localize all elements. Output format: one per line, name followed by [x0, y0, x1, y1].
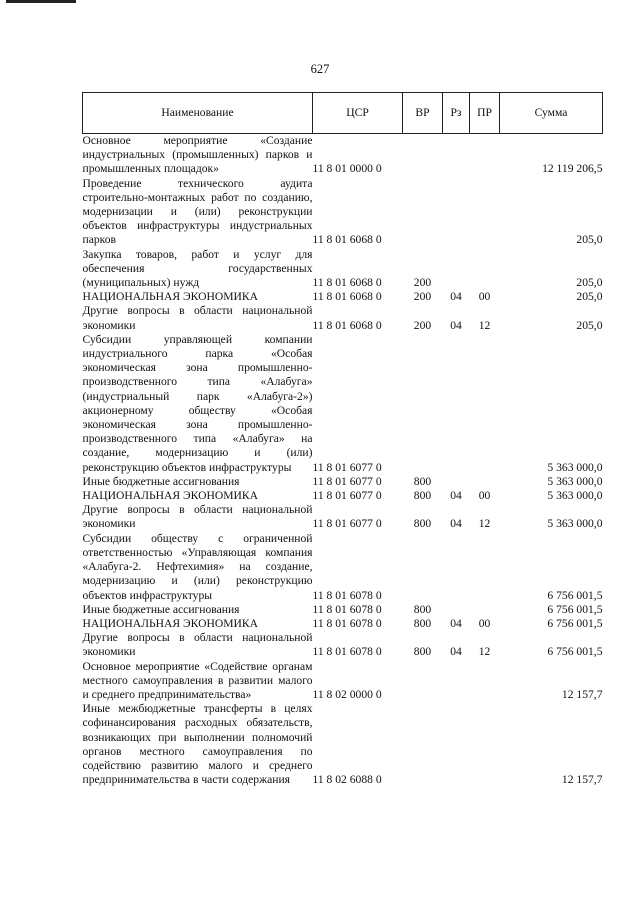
row-vr: [403, 660, 443, 703]
row-vr: 200: [413, 290, 432, 304]
row-sum: 5 363 000,0: [547, 489, 603, 503]
row-rz: [443, 603, 470, 617]
row-sum: 5 363 000,0: [547, 474, 603, 488]
header-csr: ЦСР: [313, 93, 403, 134]
row-name: Другие вопросы в области национальной экономики: [82, 503, 313, 531]
table-row: [83, 631, 603, 659]
row-pr: [470, 177, 500, 248]
budget-table: [82, 92, 603, 787]
row-csr: 11 8 01 6068 0: [312, 290, 382, 304]
row-pr: 00: [478, 616, 491, 630]
row-name: Субсидии обществу с ограниченной ответственностью «Управляющая компания «Алабуга-2. Нефтехимия» на создание, модернизацию и (или) реконструкцию объектов инфраструктуры: [82, 531, 313, 602]
row-pr: 12: [478, 517, 491, 531]
row-csr: 11 8 01 6068 0: [312, 233, 382, 247]
row-sum: 6 756 001,5: [547, 602, 603, 616]
table-header-row: [83, 93, 603, 134]
row-sum: 6 756 001,5: [547, 616, 603, 630]
row-rz: 04: [450, 645, 462, 659]
row-sum: 12 119 206,5: [542, 162, 603, 176]
row-pr: 00: [478, 290, 491, 304]
table-row: [83, 617, 603, 631]
row-pr: 12: [478, 645, 491, 659]
row-csr: 11 8 01 6078 0: [312, 588, 382, 602]
row-csr: 11 8 02 0000 0: [312, 687, 382, 701]
row-name: Закупка товаров, работ и услуг для обеспечения государственных (муниципальных) нужд: [82, 247, 313, 290]
row-csr: 11 8 01 6068 0: [312, 276, 382, 290]
table-row: [83, 290, 603, 304]
top-edge-line: [6, 0, 76, 3]
row-pr: 12: [478, 318, 491, 332]
row-csr: 11 8 02 6088 0: [312, 773, 382, 787]
row-csr: 11 8 01 6077 0: [312, 489, 382, 503]
row-sum: 205,0: [576, 290, 603, 304]
table-row: [83, 503, 603, 531]
row-rz: [443, 134, 470, 177]
row-pr: [470, 532, 500, 603]
row-name: Иные бюджетные ассигнования: [82, 602, 240, 616]
row-pr: [470, 248, 500, 291]
table-row: [83, 248, 603, 291]
row-vr: 800: [413, 602, 432, 616]
row-rz: [443, 702, 470, 787]
header-sum: Сумма: [500, 93, 603, 134]
row-name: НАЦИОНАЛЬНАЯ ЭКОНОМИКА: [82, 489, 259, 503]
table-row: [83, 532, 603, 603]
row-vr: 200: [413, 318, 432, 332]
row-vr: 800: [413, 616, 432, 630]
row-name: НАЦИОНАЛЬНАЯ ЭКОНОМИКА: [82, 616, 259, 630]
row-name: Иные межбюджетные трансферты в целях софинансирования расходных обязательств, возникающих при выполнении полномочий органов местного самоуправления по содействию развитию малого и среднего предпринимательства в части содержания: [82, 702, 313, 787]
row-rz: 04: [450, 616, 462, 630]
row-rz: [443, 475, 470, 489]
row-sum: 12 157,7: [561, 773, 603, 787]
row-pr: [470, 660, 500, 703]
row-rz: 04: [450, 489, 462, 503]
row-rz: [443, 532, 470, 603]
row-rz: 04: [450, 318, 462, 332]
row-csr: 11 8 01 0000 0: [312, 162, 382, 176]
row-csr: 11 8 01 6078 0: [312, 645, 382, 659]
row-vr: [403, 333, 443, 475]
table-row: [83, 660, 603, 703]
row-pr: [470, 333, 500, 475]
row-csr: 11 8 01 6078 0: [312, 602, 382, 616]
row-name: Другие вопросы в области национальной экономики: [82, 304, 313, 332]
row-name: Субсидии управляющей компании индустриального парка «Особая экономическая зона промышленно-производственного типа «Алабуга» (индустриальный парк «Алабуга-2») акционерному обществу «Особая экономическая зона промышленно-производственного типа «Алабуга» на создание, модернизацию и (или) реконструкцию объектов инфраструктуры: [82, 332, 313, 474]
row-rz: [443, 660, 470, 703]
row-vr: 800: [413, 474, 432, 488]
row-csr: 11 8 01 6077 0: [312, 517, 382, 531]
row-vr: [403, 134, 443, 177]
row-sum: 6 756 001,5: [547, 645, 603, 659]
header-rz: Рз: [443, 93, 470, 134]
row-vr: [403, 532, 443, 603]
row-csr: 11 8 01 6078 0: [312, 616, 382, 630]
row-sum: 205,0: [576, 318, 603, 332]
row-vr: 200: [413, 276, 432, 290]
row-pr: [470, 603, 500, 617]
table-row: [83, 603, 603, 617]
row-name: НАЦИОНАЛЬНАЯ ЭКОНОМИКА: [82, 290, 259, 304]
row-sum: 6 756 001,5: [547, 588, 603, 602]
row-sum: 205,0: [576, 233, 603, 247]
row-pr: 00: [478, 489, 491, 503]
row-name: Основное мероприятие «Создание индустриальных (промышленных) парков и промышленных площадок»: [82, 134, 313, 176]
row-name: Основное мероприятие «Содействие органам местного самоуправления в развитии малого и среднего предпринимательства»: [82, 659, 313, 701]
row-sum: 5 363 000,0: [547, 460, 603, 474]
row-vr: 800: [413, 489, 432, 503]
row-csr: 11 8 01 6068 0: [312, 318, 382, 332]
row-sum: 12 157,7: [561, 687, 603, 701]
row-pr: [470, 134, 500, 177]
header-name: Наименование: [83, 93, 313, 134]
table-row: [83, 304, 603, 332]
row-vr: [403, 702, 443, 787]
page-number: 627: [310, 62, 330, 76]
row-rz: 04: [450, 290, 462, 304]
row-name: Иные бюджетные ассигнования: [82, 474, 240, 488]
row-vr: 800: [413, 645, 432, 659]
table-row: [83, 177, 603, 248]
table-row: [83, 475, 603, 489]
row-sum: 205,0: [576, 276, 603, 290]
row-name: Другие вопросы в области национальной экономики: [82, 631, 313, 659]
row-sum: 5 363 000,0: [547, 517, 603, 531]
row-name: Проведение технического аудита строительно-монтажных работ по созданию, модернизации и (или) реконструкции объектов инфраструктуры индустриальных парков: [82, 176, 313, 247]
row-rz: 04: [450, 517, 462, 531]
row-rz: [443, 333, 470, 475]
row-pr: [470, 475, 500, 489]
table-row: [83, 489, 603, 503]
row-vr: 800: [413, 517, 432, 531]
table-row: [83, 702, 603, 787]
row-rz: [443, 177, 470, 248]
header-pr: ПР: [470, 93, 500, 134]
row-csr: 11 8 01 6077 0: [312, 460, 382, 474]
header-vr: ВР: [403, 93, 443, 134]
table-row: [83, 134, 603, 177]
row-rz: [443, 248, 470, 291]
table-row: [83, 333, 603, 475]
row-csr: 11 8 01 6077 0: [312, 474, 382, 488]
row-vr: [403, 177, 443, 248]
row-pr: [470, 702, 500, 787]
